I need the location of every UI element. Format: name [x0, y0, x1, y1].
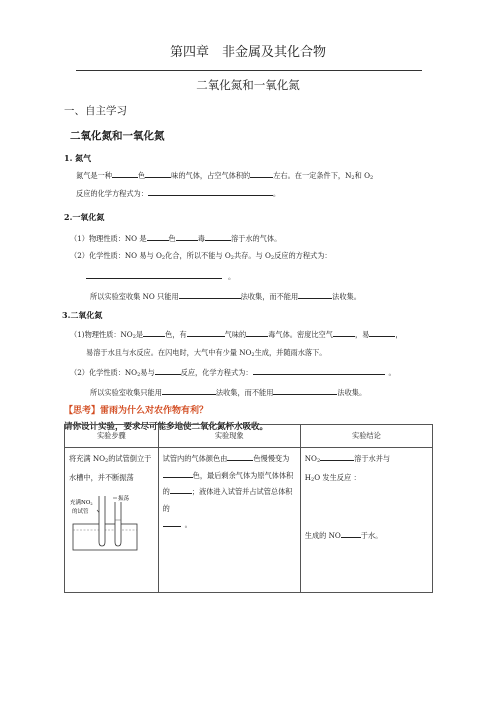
- cell-step: [65, 448, 159, 593]
- figure-label-shake: 振荡: [118, 496, 130, 502]
- n2-heading: 1. 氮气: [64, 153, 92, 163]
- lesson-title: 二氧化氮和一氧化氮: [196, 78, 300, 92]
- no-line-2: （2）化学性质：NO 易与 $O_2$化合，所以不能与 $O_2$共存。与 $O_2$反应的方程式为：: [70, 251, 332, 261]
- title-divider: [76, 70, 422, 71]
- header-observation: 实验现象: [158, 425, 300, 448]
- test-tube-figure: [69, 490, 145, 552]
- n2-line-2: 反应的化学方程式为： 。: [76, 189, 281, 198]
- figure-label-no2: 充满NO2: [70, 500, 93, 506]
- conclusion-line-1: $NO_2$ 溶于水并与: [304, 454, 391, 464]
- think-label: 【思考】雷雨为什么对农作物有利？: [64, 406, 209, 416]
- no2-line-1: （1)物理性质：$NO_2$是 色，有 气味的 毒气体。密度比空气 ，易 ，: [70, 330, 403, 340]
- no-heading: 2.一氧化氮: [64, 212, 105, 222]
- experiment-table: [64, 424, 433, 593]
- no2-line-4: 所以实验室收集只能用 法收集，而不能用 法收集。: [90, 388, 367, 397]
- n2-line-1: 氮气是一种 色 味的气体，占空气体积的 左右。在一定条件下，$N_2$和 $O_2$: [76, 171, 374, 181]
- no-line-4: 所以实验室收集 NO 只能用 法收集，而不能用 法收集。: [90, 292, 361, 301]
- cell-observation: 试管内的气体颜色由 色慢慢变为色，最后剩余气体为原气体体积的 ；液体进入试管并占试管总体积的 。: [158, 448, 300, 593]
- table-header-row: [65, 425, 433, 448]
- section-heading: 一、自主学习: [64, 105, 127, 117]
- no2-heading: 3.二氧化氮: [62, 310, 103, 320]
- chapter-title: 第四章 非金属及其化合物: [169, 45, 326, 60]
- header-conclusion: 实验结论: [300, 425, 432, 448]
- no-line-1: （1）物理性质：NO 是 色 毒 溶于水的气体。: [70, 234, 282, 243]
- figure-label-tube: 的试管: [72, 509, 89, 515]
- step-text: 将充满 $NO_2$的试管倒立于水槽中，并不断振荡: [69, 454, 152, 482]
- think-task: 请你设计实验，要求尽可能多地使二氧化氮杯水吸收。: [64, 422, 269, 432]
- section-bold-heading: 二氧化氮和一氧化氮: [70, 130, 165, 142]
- conclusion-line-3: 生成的 NO 于水。: [304, 531, 383, 540]
- table-row: [65, 448, 433, 593]
- cell-conclusion: [300, 448, 432, 593]
- no2-line-3: （2）化学性质：$NO_2$易与 反应，化学方程式为： 。: [70, 368, 396, 378]
- header-step: 实验步骤: [65, 425, 159, 448]
- no2-line-2: 易溶于水且与水反应。在闪电时，大气中有少量 $NO_2$生成，并随雨水落下。: [86, 348, 327, 358]
- conclusion-line-2: $H_2O$ 发生反应 ：: [304, 472, 361, 483]
- no-line-3: 。: [86, 270, 235, 282]
